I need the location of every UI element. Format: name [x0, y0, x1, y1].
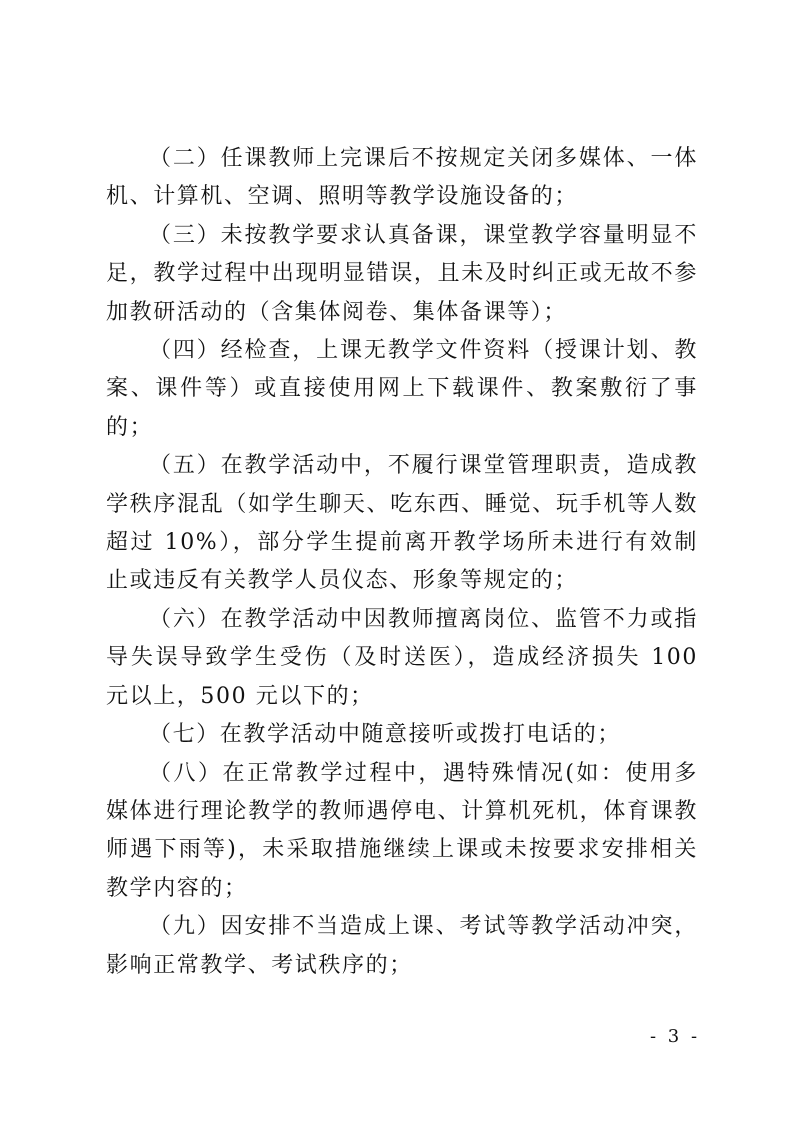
- document-body: [106, 140, 698, 985]
- clause-4: （四）经检查，上课无教学文件资料（授课计划、教案、课件等）或直接使用网上下载课件、教案敷衍了事的；: [106, 338, 698, 440]
- clause-7: （七）在教学活动中随意接听或拨打电话的；: [149, 722, 622, 748]
- clause-8: （八）在正常教学过程中，遇特殊情况(如：使用多媒体进行理论教学的教师遇停电、计算机死机，体育课教师遇下雨等)，未采取措施继续上课或未按要求安排相关教学内容的；: [106, 760, 698, 901]
- clause-6: （六）在教学活动中因教师擅离岗位、监管不力或指导失误导致学生受伤（及时送医），造成经济损失 100 元以上，500 元以下的；: [106, 606, 698, 709]
- clause-2: （二）任课教师上完课后不按规定关闭多媒体、一体机、计算机、空调、照明等教学设施设备的；: [106, 146, 698, 210]
- clause-5: （五）在教学活动中，不履行课堂管理职责，造成教学秩序混乱（如学生聊天、吃东西、睡觉、玩手机等人数超过 10%），部分学生提前离开教学场所未进行有效制止或违反有关教学人员仪态、形象等规定的；: [106, 453, 698, 594]
- page-number: - 3 -: [650, 1026, 701, 1047]
- clause-3: （三）未按教学要求认真备课，课堂教学容量明显不足，教学过程中出现明显错误，且未及时纠正或无故不参加教研活动的（含集体阅卷、集体备课等）；: [106, 222, 698, 325]
- clause-9: （九）因安排不当造成上课、考试等教学活动冲突，影响正常教学、考试秩序的；: [106, 914, 698, 978]
